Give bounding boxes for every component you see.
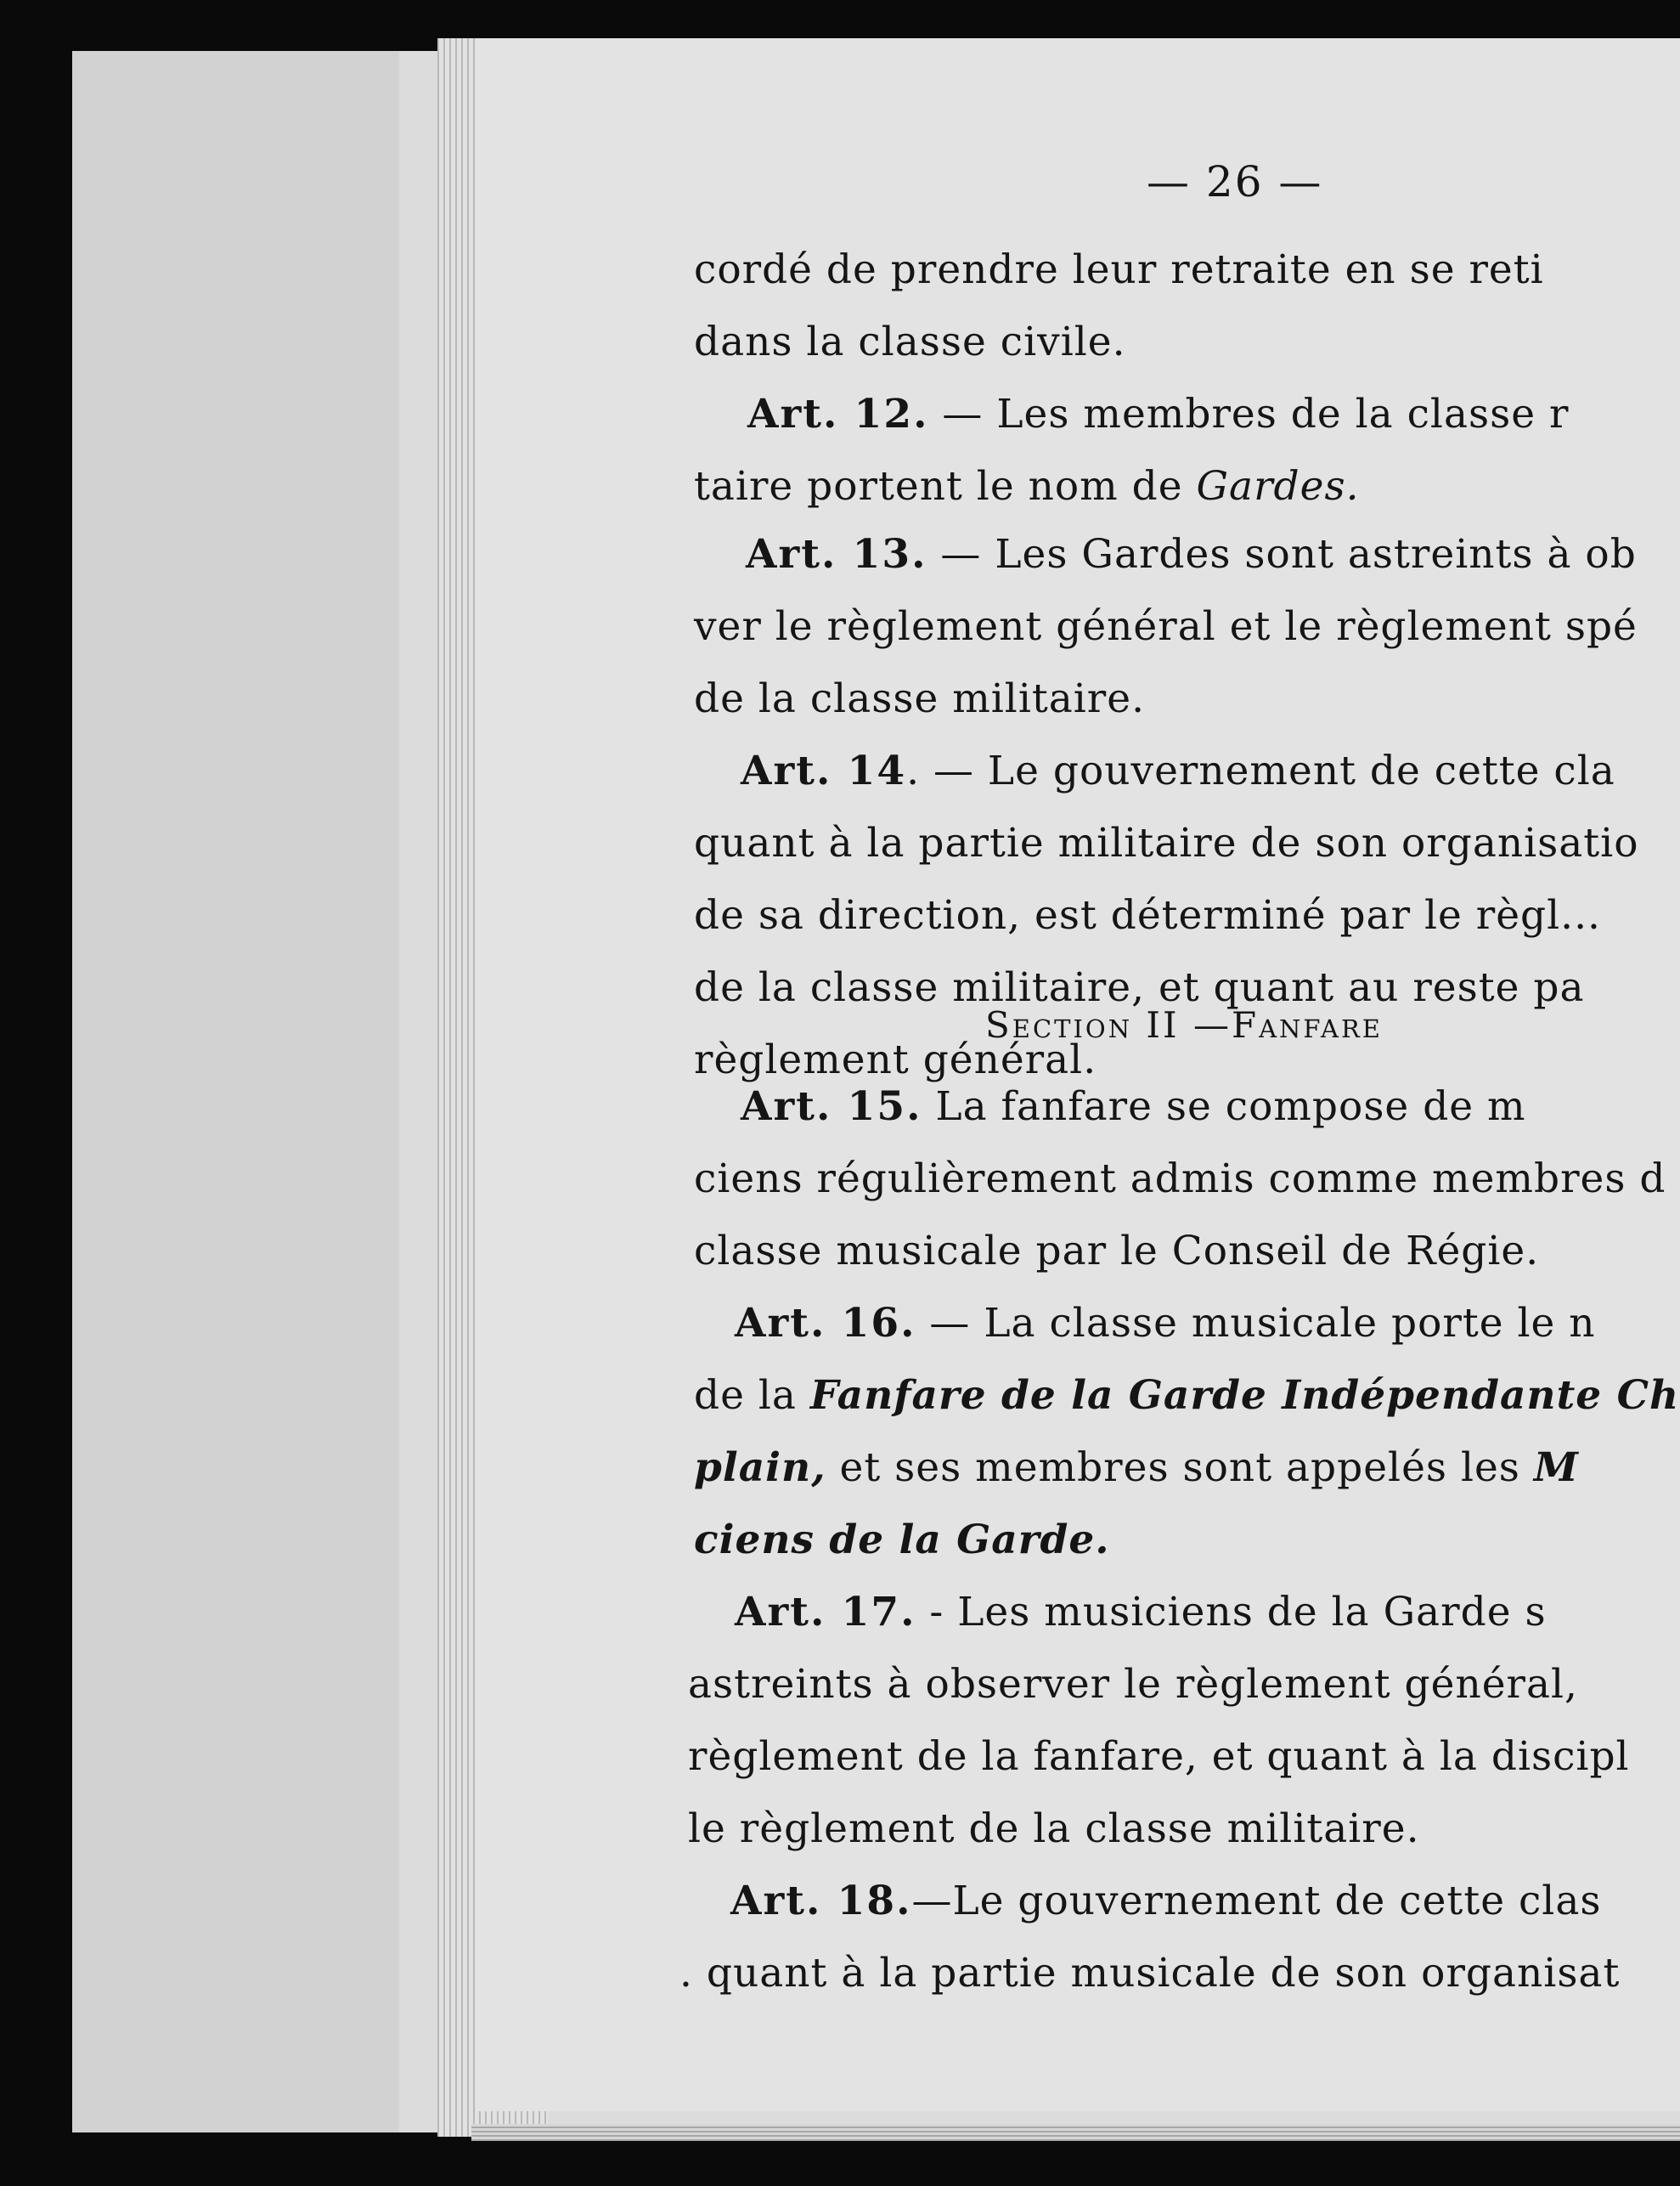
text-span: ciens régulièrement admis comme membres d: [694, 1155, 1666, 1202]
article-number: Art. 16.: [735, 1300, 916, 1347]
text-span: — La classe musicale porte le n: [916, 1300, 1596, 1347]
text-span: quant à la partie militaire de son organisatio: [694, 820, 1639, 867]
text-span: M: [1533, 1444, 1579, 1491]
text-span: —Le gouvernement de cette clas: [911, 1878, 1602, 1924]
text-line: [735, 1300, 1596, 1347]
text-line: [679, 1950, 1620, 1997]
text-span: — Les membres de la classe r: [928, 391, 1570, 438]
text-span: - Les musiciens de la Garde s: [916, 1589, 1547, 1635]
text-line: [694, 892, 1601, 939]
book-page: [476, 38, 1680, 2111]
section-heading: Section II —Fanfare: [985, 1004, 1383, 1046]
text-line: [730, 1878, 1601, 1924]
text-span: classe musicale par le Conseil de Régie.: [694, 1228, 1540, 1274]
text-line: [746, 531, 1637, 578]
article-number: Art. 18.: [730, 1878, 912, 1924]
article-number: Art. 15.: [741, 1083, 922, 1130]
page-number: — 26 —: [1147, 157, 1323, 206]
article-number: Art. 12.: [747, 391, 929, 438]
text-line: [735, 1589, 1547, 1635]
text-span: de la classe militaire, et quant au reste pa: [694, 964, 1585, 1011]
text-line: [694, 820, 1639, 867]
text-line: [741, 748, 1615, 794]
text-line: [694, 1228, 1539, 1274]
article-number: Art. 17.: [735, 1589, 916, 1635]
text-span: ciens de la Garde.: [694, 1517, 1110, 1563]
book-cover-edge: [72, 51, 399, 2132]
text-span: de la classe militaire.: [694, 675, 1146, 722]
text-line: [694, 319, 1126, 365]
text-span: — Les Gardes sont astreints à ob: [927, 531, 1637, 578]
text-span: de sa direction, est déterminé par le règl...: [694, 892, 1601, 939]
page-text: [476, 38, 1680, 2111]
text-line: [694, 1372, 1679, 1419]
text-span: de la: [694, 1372, 810, 1419]
text-span: dans la classe civile.: [694, 319, 1126, 365]
text-line: [694, 603, 1638, 650]
page-stack-bottom: [471, 2124, 1680, 2141]
text-span: plain,: [694, 1444, 826, 1491]
text-span: le règlement de la classe militaire.: [688, 1805, 1420, 1852]
text-line: [688, 1805, 1420, 1852]
text-span: Fanfare de la Garde Indépendante Ch: [809, 1372, 1680, 1419]
article-number: Art. 14: [741, 748, 907, 794]
text-span: taire portent le nom de: [694, 463, 1197, 510]
text-span: astreints à observer le règlement général,: [688, 1661, 1579, 1708]
text-span: ver le règlement général et le règlement spé: [694, 603, 1638, 650]
text-line: [694, 1155, 1666, 1202]
text-span: règlement général.: [694, 1037, 1097, 1083]
text-span: Gardes.: [1196, 463, 1360, 510]
text-span: La fanfare se compose de m: [922, 1083, 1526, 1130]
text-line: [688, 1733, 1630, 1780]
text-line: [694, 1517, 1110, 1563]
text-line: [694, 246, 1544, 293]
article-number: Art. 13.: [746, 531, 927, 578]
text-span: . — Le gouvernement de cette cla: [906, 748, 1615, 794]
text-span: cordé de prendre leur retraite en se reti: [694, 246, 1544, 293]
text-span: et ses membres sont appelés les: [826, 1444, 1534, 1491]
text-line: [688, 1661, 1578, 1708]
text-line: [694, 1444, 1579, 1491]
text-line: [741, 1083, 1526, 1130]
text-line: [694, 675, 1145, 722]
text-span: règlement de la fanfare, et quant à la discipl: [688, 1733, 1630, 1780]
text-line: [747, 391, 1569, 438]
text-span: . quant à la partie musicale de son organisat: [679, 1950, 1621, 1997]
text-line: [694, 463, 1360, 510]
